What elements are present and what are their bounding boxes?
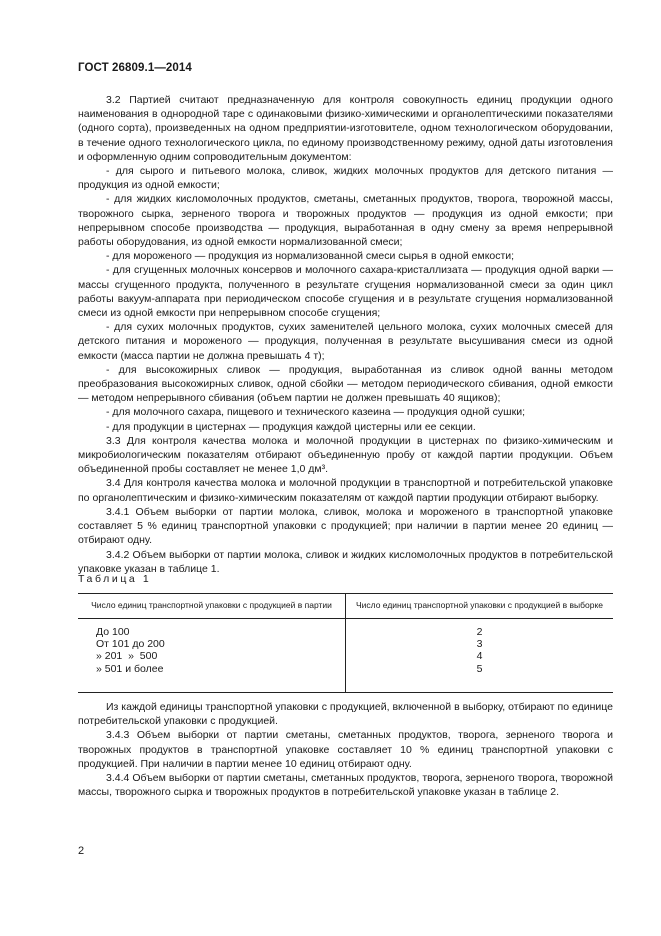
- cell-batch-range: » 501 и более: [78, 663, 346, 693]
- document-header: ГОСТ 26809.1—2014: [78, 62, 192, 74]
- document-body-continued: [78, 700, 613, 799]
- paragraph-3-4-2: 3.4.2 Объем выборки от партии молока, сливок и жидких кисломолочных продуктов в потребительской упаковке указан в таблице 1.: [78, 548, 613, 575]
- table-1: [78, 593, 613, 693]
- list-item-milk: - для сырого и питьевого молока, сливок, жидких молочных продуктов для детского питания — продукция из одной емкости;: [78, 165, 613, 192]
- paragraph-3-4: 3.4 Для контроля качества молока и молочной продукции в транспортной и потребительской упаковке по органолептическим и физико-химическим показателям от каждой партии продукции отбирают выборку.: [78, 477, 613, 504]
- cell-batch-range: От 101 до 200: [96, 638, 165, 651]
- table-row: [78, 638, 613, 650]
- table-row: [78, 619, 613, 639]
- table-row: [78, 650, 613, 662]
- page-number: 2: [78, 845, 85, 857]
- table-header-row: [78, 594, 613, 619]
- cell-batch-range: До 100: [96, 626, 130, 638]
- list-item-dry-products: - для сухих молочных продуктов, сухих заменителей цельного молока, сухих молочных смесей для детского питания и мороженого — продукция, полученная в результате высушивания смеси из одной емкости (масса партии не должна превышать 4 т);: [78, 321, 613, 362]
- list-item-condensed: - для сгущенных молочных консервов и молочного сахара-кристаллизата — продукция одной варки — массы сгущенного продукта, полученного в результате сгущения нормализованной смеси за один цикл работы вакуум-аппарата при периодическом способе сгущения и в результате сгущения нормализованной смеси из одной емкости при непрерывном способе сгущения;: [78, 264, 613, 320]
- paragraph-consumer-unit: Из каждой единицы транспортной упаковки с продукцией, включенной в выборку, отбирают по единице потребительской упаковки с продукцией.: [78, 701, 613, 728]
- list-item-high-fat-cream: - для высокожирных сливок — продукция, выработанная из сливок одной ванны методом преобразования высокожирных сливок, одной сбойки — методом периодического сбивания, одной емкости — методом непрерывного сбивания (объем партии не должен превышать 40 ящиков);: [78, 363, 613, 405]
- paragraph-3-4-3: 3.4.3 Объем выборки от партии сметаны, сметанных продуктов, творога, зерненого творога и творожных продуктов в транспортной упаковке составляет 10 % единиц транспортной упаковки с продукцией. При наличии в партии менее 10 единиц отбирают одну.: [78, 729, 613, 770]
- paragraph-3-4-4: 3.4.4 Объем выборки от партии сметаны, сметанных продуктов, творога, зерненого творога, творожной массы, творожного сырка и творожных продуктов в потребительской упаковке указан в таблице 2.: [78, 772, 613, 799]
- document-body: [78, 93, 613, 576]
- column-header-batch: Число единиц транспортной упаковки с продукцией в партии: [78, 594, 346, 619]
- list-item-tanks: - для продукции в цистернах — продукция каждой цистерны или ее секции.: [106, 420, 476, 433]
- paragraph-3-4-1: 3.4.1 Объем выборки от партии молока, сливок, молока и мороженого в транспортной упаковке составляет 5 % единиц транспортной упаковки с продукцией; при наличии в партии менее 20 единиц — отбирают одну.: [78, 505, 613, 547]
- list-item-sugar-casein: - для молочного сахара, пищевого и технического казеина — продукция одной сушки;: [106, 406, 525, 419]
- paragraph-3-2: 3.2 Партией считают предназначенную для контроля совокупность единиц продукции одного наименования в однородной таре с одинаковыми физико-химическими и органолептическими показателями (одного сорта), произведенных на одном предприятии-изготовителе, одном технологическом оборудовании, в течение одного технологического цикла, по единому производственному режиму, одной даты изготовления и оформленную одним сопроводительным документом:: [78, 94, 613, 163]
- table-caption: Таблица 1: [78, 573, 152, 585]
- list-item-ice-cream: - для мороженого — продукция из нормализованной смеси сырья в одной емкости;: [106, 250, 515, 263]
- list-item-fermented: - для жидких кисломолочных продуктов, сметаны, сметанных продуктов, творога, творожной массы, творожного сырка, зерненого творога и творожных продуктов — продукция из одной емкости; при непрерывном способе производства — продукция, выработанная в одну смену за время непрерывной работы оборудования, из одной емкости нормализованной смеси;: [78, 193, 613, 249]
- cell-sample-count: 5: [346, 663, 614, 693]
- cell-sample-count: 4: [346, 650, 614, 662]
- paragraph-3-3: 3.3 Для контроля качества молока и молочной продукции в цистернах по физико-химическим и микробиологическим показателям отбирают объединенную пробу от каждой партии продукции. Объем объединенной пробы составляет не менее 1,0 дм³.: [78, 434, 613, 476]
- column-header-sample: Число единиц транспортной упаковки с продукцией в выборке: [346, 594, 614, 619]
- cell-sample-count: 2: [346, 619, 614, 639]
- cell-batch-range: » 201 » 500: [96, 650, 158, 663]
- cell-sample-count: 3: [346, 638, 614, 650]
- table-row: [78, 663, 613, 693]
